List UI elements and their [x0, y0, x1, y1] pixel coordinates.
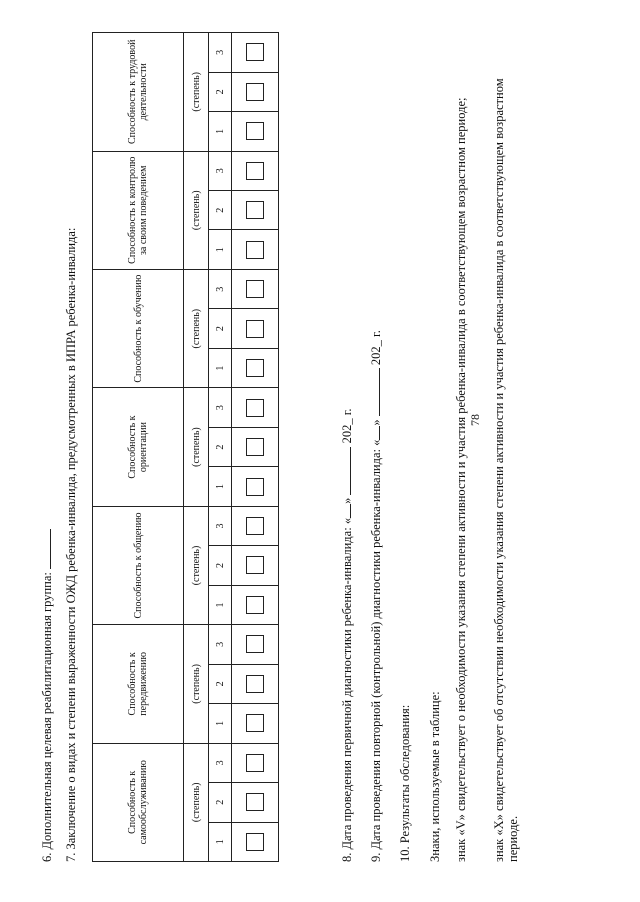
- item-8-text: 8. Дата проведения первичной диагностики ребенка-инвалида: «: [340, 517, 354, 862]
- degree-checkbox[interactable]: [246, 122, 264, 140]
- degree-cell: [232, 151, 279, 190]
- degree-checkbox[interactable]: [246, 162, 264, 180]
- category-header: Способность к передвижению: [93, 625, 184, 743]
- degree-checkbox[interactable]: [246, 438, 264, 456]
- degree-checkbox[interactable]: [246, 714, 264, 732]
- category-header: Способность к обучению: [93, 269, 184, 387]
- degree-number: 3: [209, 388, 232, 427]
- degree-cell: [232, 546, 279, 585]
- degree-checkbox[interactable]: [246, 596, 264, 614]
- degree-cell: [232, 309, 279, 348]
- degree-number: 2: [209, 664, 232, 703]
- degree-number: 1: [209, 585, 232, 624]
- degree-checkbox[interactable]: [246, 320, 264, 338]
- category-header: Способность к самообслуживанию: [93, 743, 184, 861]
- item-10: 10. Результаты обследования:: [398, 704, 412, 862]
- rehab-group-field[interactable]: [50, 529, 51, 569]
- legend-title: Знаки, используемые в таблице:: [428, 691, 442, 862]
- item-9: [369, 330, 383, 862]
- degree-checkbox[interactable]: [246, 517, 264, 535]
- item-9-text: 9. Дата проведения повторной (контрольной) диагностики ребенка-инвалида: «: [369, 439, 383, 862]
- degree-checkbox[interactable]: [246, 833, 264, 851]
- degree-number: 3: [209, 269, 232, 308]
- degree-number: 2: [209, 191, 232, 230]
- degree-number: 2: [209, 72, 232, 111]
- degree-number: 1: [209, 230, 232, 269]
- degree-number: 2: [209, 309, 232, 348]
- degree-cell: [232, 664, 279, 703]
- degree-cell: [232, 427, 279, 466]
- item-9-year: 202_ г.: [369, 330, 383, 366]
- degree-checkbox[interactable]: [246, 675, 264, 693]
- degree-cell: [232, 348, 279, 387]
- degree-number: 1: [209, 704, 232, 743]
- degree-checkbox[interactable]: [246, 556, 264, 574]
- degree-number: 2: [209, 427, 232, 466]
- degree-cell: [232, 506, 279, 545]
- degree-number: 1: [209, 822, 232, 861]
- degree-cell: [232, 467, 279, 506]
- degree-label: (степень): [184, 388, 209, 506]
- degree-cell: [232, 33, 279, 73]
- page-number: 78: [468, 414, 482, 426]
- category-header: Способность к трудовой деятельности: [93, 33, 184, 152]
- degree-cell: [232, 822, 279, 861]
- degree-checkbox[interactable]: [246, 43, 264, 61]
- legend-v: знак «V» свидетельствует о необходимости указания степени активности и участия ребенка-инвалида в соответствующем возрастном периоде;: [454, 97, 468, 862]
- degree-number: 3: [209, 625, 232, 664]
- degree-label: (степень): [184, 743, 209, 861]
- degree-label: (степень): [184, 506, 209, 624]
- degree-number: 3: [209, 33, 232, 73]
- item-8-quote: »: [340, 497, 354, 504]
- item-8: [340, 408, 354, 862]
- repeat-diag-month-field[interactable]: [379, 368, 380, 416]
- degree-checkbox[interactable]: [246, 754, 264, 772]
- degree-cell: [232, 112, 279, 151]
- degree-cell: [232, 72, 279, 111]
- degree-label: (степень): [184, 151, 209, 269]
- item-6-text: 6. Дополнительная целевая реабилитационная группа:: [40, 572, 54, 862]
- primary-diag-month-field[interactable]: [350, 447, 351, 495]
- degree-checkbox[interactable]: [246, 793, 264, 811]
- legend-x: знак «X» свидетельствует об отсутствии необходимости указания степени активности и участия ребенка-инвалида в соответствующем возрастном периоде.: [492, 78, 520, 862]
- degree-label: (степень): [184, 625, 209, 743]
- degree-cell: [232, 783, 279, 822]
- degree-cell: [232, 269, 279, 308]
- degree-cell: [232, 704, 279, 743]
- degree-number: 3: [209, 506, 232, 545]
- degree-number: 2: [209, 546, 232, 585]
- degree-number: 3: [209, 743, 232, 782]
- category-header: Способность к ориентации: [93, 388, 184, 506]
- degree-number: 1: [209, 112, 232, 151]
- ability-table: [92, 32, 279, 862]
- item-9-quote: »: [369, 419, 383, 426]
- repeat-diag-day-field[interactable]: [379, 426, 380, 440]
- degree-number: 3: [209, 151, 232, 190]
- degree-cell: [232, 230, 279, 269]
- degree-cell: [232, 743, 279, 782]
- degree-checkbox[interactable]: [246, 478, 264, 496]
- degree-cell: [232, 388, 279, 427]
- item-6: [40, 529, 54, 862]
- degree-label: (степень): [184, 269, 209, 387]
- degree-number: 1: [209, 467, 232, 506]
- degree-checkbox[interactable]: [246, 399, 264, 417]
- degree-label: (степень): [184, 33, 209, 152]
- degree-checkbox[interactable]: [246, 83, 264, 101]
- category-header: Способность к контролю за своим поведением: [93, 151, 184, 269]
- degree-checkbox[interactable]: [246, 359, 264, 377]
- degree-cell: [232, 585, 279, 624]
- degree-number: 1: [209, 348, 232, 387]
- degree-checkbox[interactable]: [246, 280, 264, 298]
- item-8-year: 202_ г.: [340, 408, 354, 444]
- degree-checkbox[interactable]: [246, 635, 264, 653]
- degree-checkbox[interactable]: [246, 241, 264, 259]
- degree-cell: [232, 191, 279, 230]
- item-7: 7. Заключение о видах и степени выраженности ОЖД ребенка-инвалида, предусмотренных в ИПРА ребенка-инвалида:: [64, 227, 78, 862]
- degree-cell: [232, 625, 279, 664]
- primary-diag-day-field[interactable]: [350, 504, 351, 518]
- degree-number: 2: [209, 783, 232, 822]
- category-header: Способность к общению: [93, 506, 184, 624]
- degree-checkbox[interactable]: [246, 201, 264, 219]
